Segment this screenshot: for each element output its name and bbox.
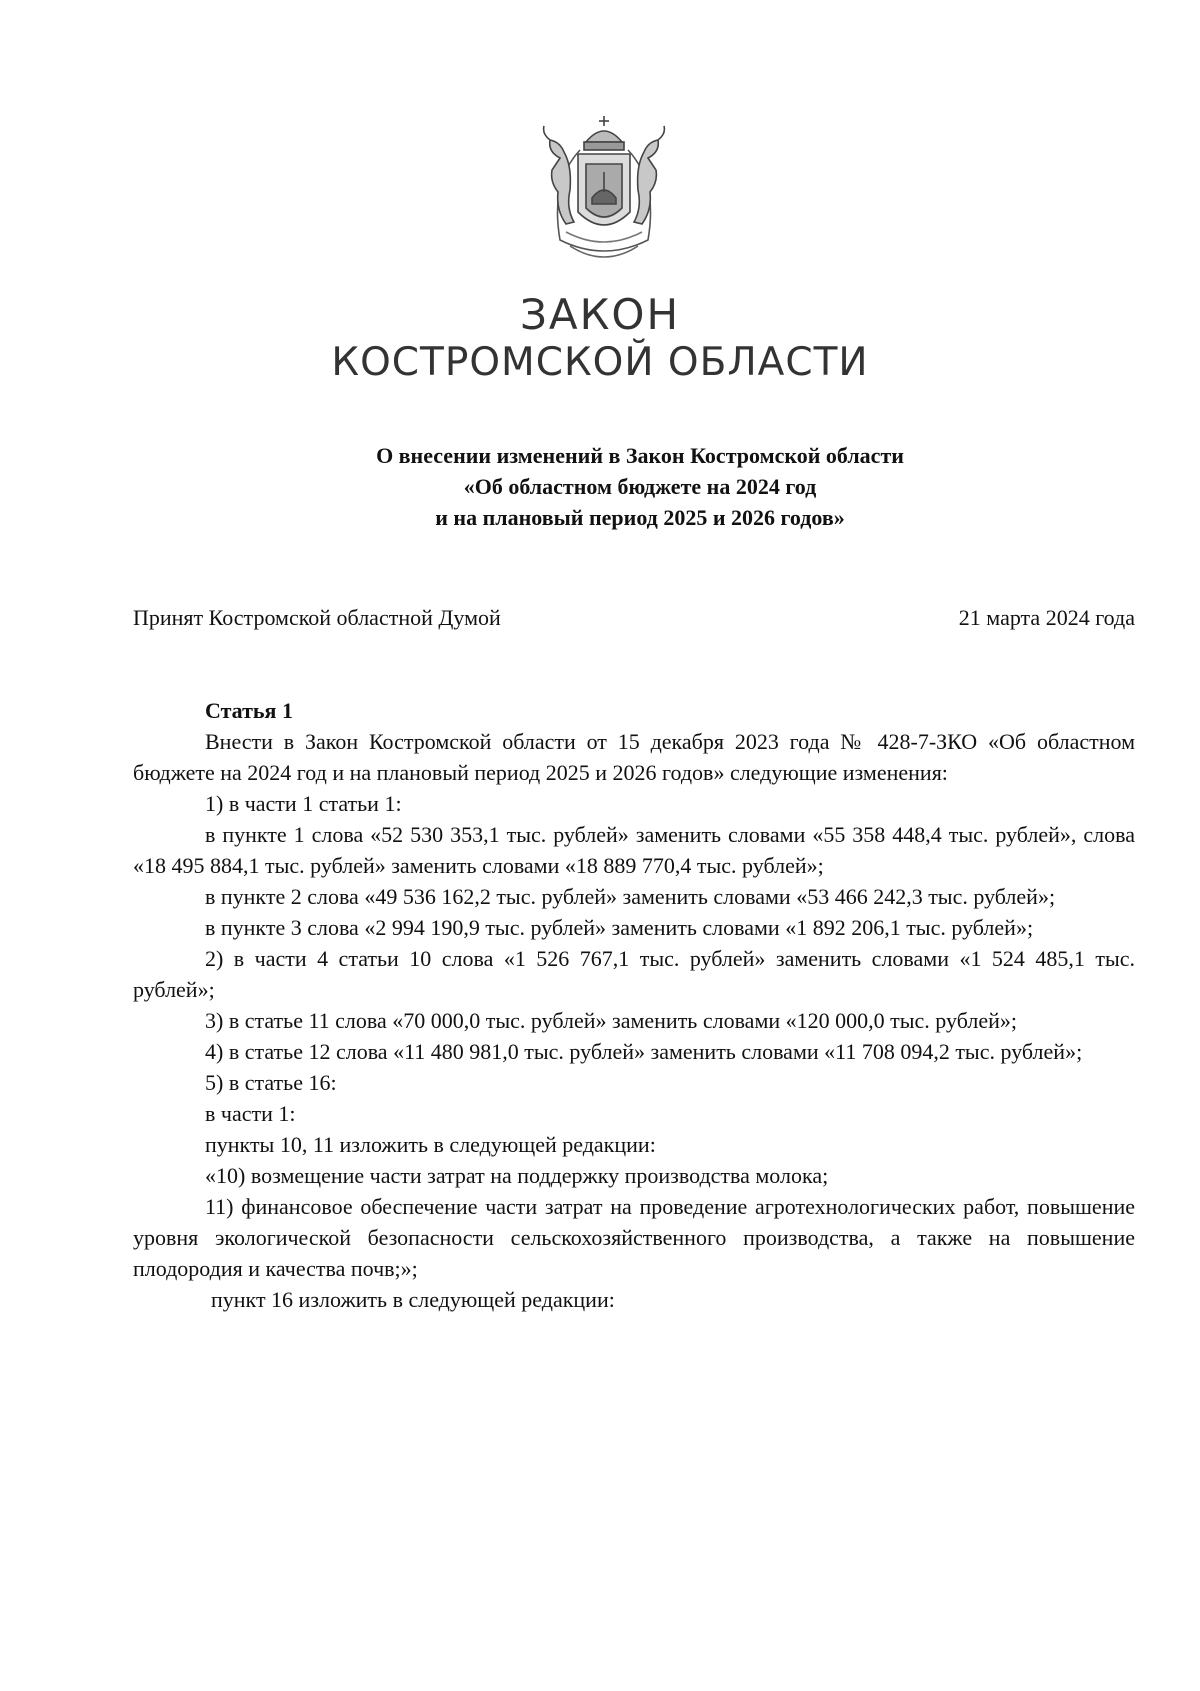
paragraph: 4) в статье 12 слова «11 480 981,0 тыс. рублей» заменить словами «11 708 094,2 тыс. рублей»; xyxy=(205,1039,1083,1064)
law-title-line: и на плановый период 2025 и 2026 годов» xyxy=(435,505,845,530)
law-title-line: «Об областном бюджете на 2024 год xyxy=(463,474,817,499)
paragraph: в пункте 1 слова «52 530 353,1 тыс. рублей» заменить словами «55 358 448,4 тыс. рублей», слова «18 495 884,1 тыс. рублей» заменить словами «18 889 770,4 тыс. рублей»; xyxy=(133,822,1135,878)
adopted-by: Принят Костромской областной Думой xyxy=(133,605,501,630)
adoption-date: 21 марта 2024 года xyxy=(958,605,1135,630)
law-title xyxy=(240,440,1040,533)
paragraph: Внести в Закон Костромской области от 15 декабря 2023 года № 428-7-ЗКО «Об областном бюджете на 2024 год и на плановый период 2025 и 2026 годов» следующие изменения: xyxy=(133,729,1135,785)
paragraph: 2) в части 4 статьи 10 слова «1 526 767,1 тыс. рублей» заменить словами «1 524 485,1 тыс. рублей»; xyxy=(133,946,1135,1002)
paragraph: 3) в статье 11 слова «70 000,0 тыс. рублей» заменить словами «120 000,0 тыс. рублей»; xyxy=(205,1008,1017,1033)
paragraph: 1) в части 1 статьи 1: xyxy=(205,791,402,816)
paragraph: «10) возмещение части затрат на поддержку производства молока; xyxy=(205,1163,829,1188)
paragraph: 11) финансовое обеспечение части затрат на проведение агротехнологических работ, повышение уровня экологической безопасности сельскохозяйственного производства, а также на повышение плодородия и качества почв;»; xyxy=(133,1194,1135,1281)
kostroma-coat-of-arms-icon xyxy=(520,112,688,272)
paragraph: 5) в статье 16: xyxy=(205,1070,337,1095)
paragraph: в пункте 3 слова «2 994 190,9 тыс. рублей» заменить словами «1 892 206,1 тыс. рублей»; xyxy=(205,915,1034,940)
paragraph: пункты 10, 11 изложить в следующей редакции: xyxy=(205,1132,656,1157)
paragraph: в части 1: xyxy=(205,1101,296,1126)
region-heading: КОСТРОМСКОЙ ОБЛАСТИ xyxy=(331,340,869,385)
law-heading: ЗАКОН xyxy=(519,290,681,339)
article-heading: Статья 1 xyxy=(205,698,293,723)
paragraph: в пункте 2 слова «49 536 162,2 тыс. рублей» заменить словами «53 466 242,3 тыс. рублей»; xyxy=(205,884,1056,909)
article-body xyxy=(133,695,1135,1315)
law-title-line: О внесении изменений в Закон Костромской области xyxy=(376,443,904,468)
paragraph: пункт 16 изложить в следующей редакции: xyxy=(211,1287,615,1312)
adoption-line xyxy=(133,605,1135,631)
